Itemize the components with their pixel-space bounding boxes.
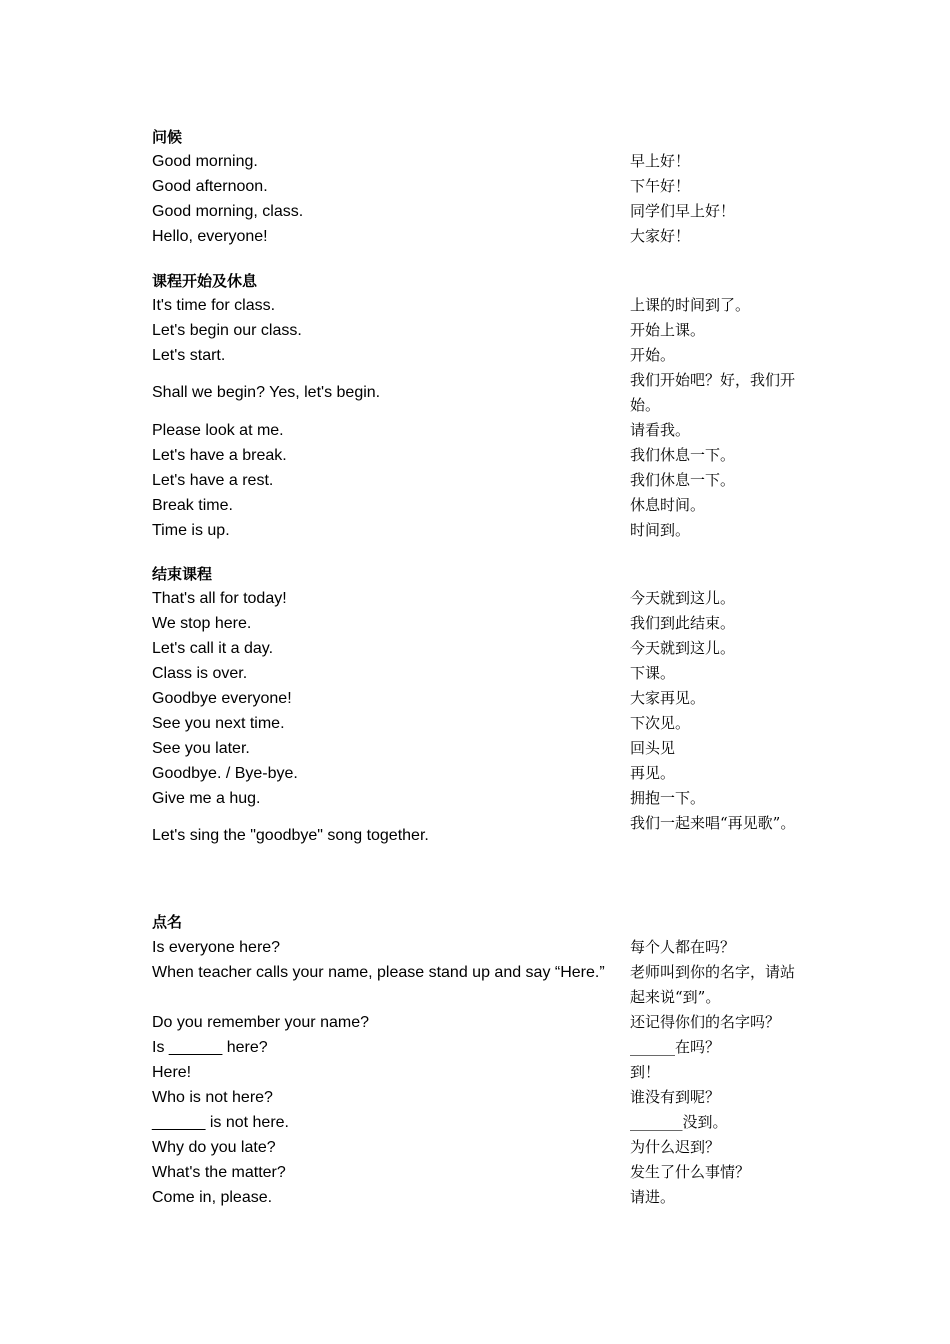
phrase-en: Class is over. xyxy=(152,665,248,682)
phrase-zh: 谁没有到呢？ xyxy=(630,1088,721,1106)
phrase-en: We stop here. xyxy=(152,615,252,632)
phrase-en: Let's have a rest. xyxy=(152,472,274,489)
phrase-zh: 下午好！ xyxy=(630,177,691,195)
phrase-zh: 我们开始吧？好，我们开始。 xyxy=(630,371,796,414)
phrase-en: Let's have a break. xyxy=(152,447,287,464)
phrase-zh: 开始。 xyxy=(630,346,676,364)
phrase-zh: 拥抱一下。 xyxy=(630,789,706,807)
phrase-zh: 大家再见。 xyxy=(630,689,706,707)
phrase-en: What's the matter? xyxy=(152,1164,286,1181)
phrase-en: Good afternoon. xyxy=(152,178,268,195)
phrase-zh: 上课的时间到了。 xyxy=(630,296,751,314)
phrase-zh: 同学们早上好！ xyxy=(630,202,736,220)
phrase-zh: ______在吗？ xyxy=(630,1038,721,1056)
phrase-en: Hello, everyone! xyxy=(152,228,268,245)
phrase-zh: 时间到。 xyxy=(630,521,691,539)
phrase-zh: 每个人都在吗？ xyxy=(630,938,736,956)
phrase-en: Let's start. xyxy=(152,347,226,364)
phrase-en: Time is up. xyxy=(152,522,230,539)
phrase-zh: 我们休息一下。 xyxy=(630,471,736,489)
phrase-en: Is ______ here? xyxy=(152,1039,268,1056)
phrase-zh: 为什么迟到？ xyxy=(630,1138,721,1156)
phrase-en: Goodbye everyone! xyxy=(152,690,292,707)
phrase-en: It's time for class. xyxy=(152,297,276,314)
phrase-en: Good morning, class. xyxy=(152,203,304,220)
phrase-zh: 回头见 xyxy=(630,739,676,757)
phrase-zh: 我们一起来唱“再见歌”。 xyxy=(630,814,796,832)
phrase-zh: 下次见。 xyxy=(630,714,691,732)
phrase-en: Please look at me. xyxy=(152,422,284,439)
phrase-zh: 开始上课。 xyxy=(630,321,706,339)
phrase-zh: 还记得你们的名字吗？ xyxy=(630,1013,781,1031)
phrase-en: Do you remember your name? xyxy=(152,1014,369,1031)
phrase-zh: 再见。 xyxy=(630,764,676,782)
phrase-en: Let's begin our class. xyxy=(152,322,302,339)
phrase-zh: 发生了什么事情？ xyxy=(630,1163,751,1181)
phrase-zh: 老师叫到你的名字，请站起来说“到”。 xyxy=(630,963,796,1006)
phrase-zh: _______没到。 xyxy=(630,1113,728,1131)
phrase-zh: 早上好！ xyxy=(630,152,691,170)
section-title-roll-call: 点名 xyxy=(152,913,183,931)
phrase-en: Goodbye. / Bye-bye. xyxy=(152,765,298,782)
phrase-zh: 今天就到这儿。 xyxy=(630,639,736,657)
phrase-en: Is everyone here? xyxy=(152,939,281,956)
phrase-en: See you next time. xyxy=(152,715,285,732)
phrase-en: See you later. xyxy=(152,740,250,757)
phrase-zh: 大家好！ xyxy=(630,227,691,245)
phrase-en: Here! xyxy=(152,1064,192,1081)
phrase-en: Give me a hug. xyxy=(152,790,261,807)
phrase-en: Come in, please. xyxy=(152,1189,273,1206)
phrase-en: Who is not here? xyxy=(152,1089,273,1106)
phrase-zh: 到！ xyxy=(630,1063,661,1081)
phrase-zh: 我们休息一下。 xyxy=(630,446,736,464)
phrase-zh: 请进。 xyxy=(630,1188,676,1206)
phrase-zh: 今天就到这儿。 xyxy=(630,589,736,607)
phrase-en: Shall we begin? Yes, let's begin. xyxy=(152,384,381,401)
phrase-zh: 下课。 xyxy=(630,664,676,682)
phrase-en: When teacher calls your name, please stand up and say “Here.” xyxy=(152,964,605,981)
phrase-en: Break time. xyxy=(152,497,233,514)
section-title-greetings: 问候 xyxy=(152,128,183,146)
phrase-en: Let's sing the "goodbye" song together. xyxy=(152,827,429,844)
phrase-zh: 休息时间。 xyxy=(630,496,706,514)
phrase-en: Let's call it a day. xyxy=(152,640,274,657)
phrase-zh: 请看我。 xyxy=(630,421,691,439)
phrase-en: That's all for today! xyxy=(152,590,287,607)
section-title-class-end: 结束课程 xyxy=(152,565,213,583)
phrase-zh: 我们到此结束。 xyxy=(630,614,736,632)
phrase-en: Good morning. xyxy=(152,153,258,170)
phrase-en: ______ is not here. xyxy=(152,1114,289,1131)
section-title-class-start: 课程开始及休息 xyxy=(152,272,258,290)
phrase-en: Why do you late? xyxy=(152,1139,276,1156)
